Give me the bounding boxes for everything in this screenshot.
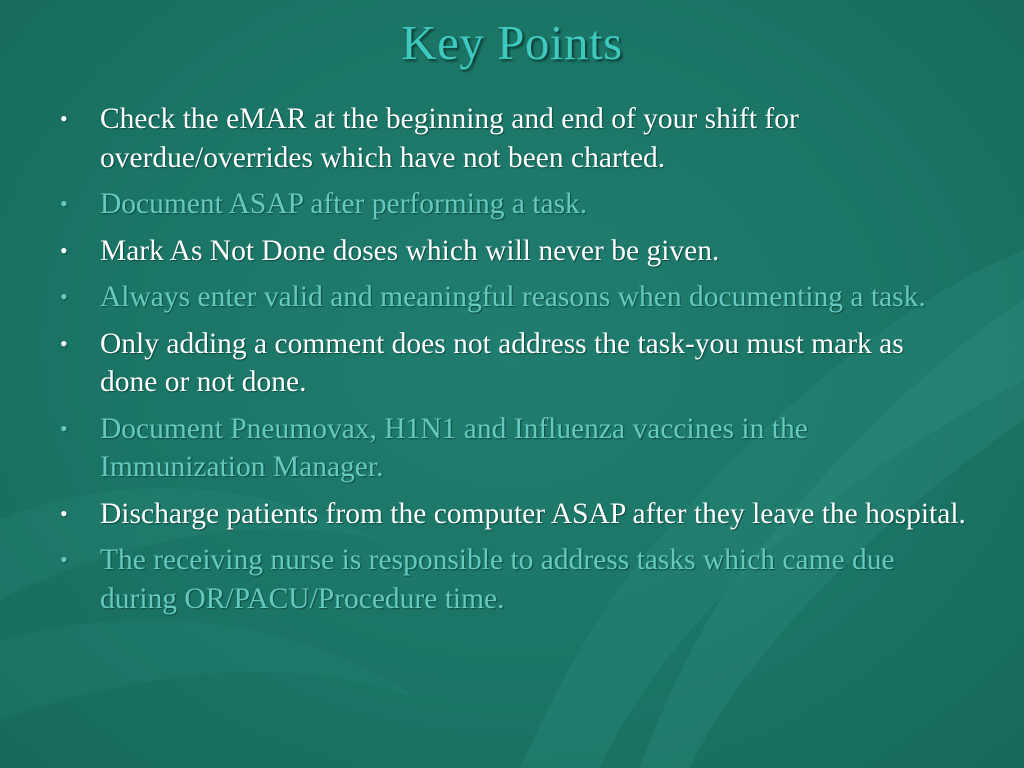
bullet-text: Check the eMAR at the beginning and end of your shift for overdue/overrides which have not been charted. (100, 103, 799, 174)
bullet-item (58, 100, 968, 177)
bullet-item (58, 495, 968, 534)
bullet-item (58, 541, 968, 618)
bullet-text: Document ASAP after performing a task. (100, 188, 588, 220)
bullet-text: Discharge patients from the computer ASAP after they leave the hospital. (100, 497, 966, 530)
bullet-dot-icon: • (60, 191, 68, 216)
bullet-item (58, 278, 968, 317)
bullet-text: Mark As Not Done doses which will never be given. (100, 234, 720, 267)
bullet-text: Always enter valid and meaningful reasons when documenting a task. (100, 281, 926, 313)
bullet-dot-icon: • (60, 106, 68, 131)
bullet-dot-icon: • (60, 415, 68, 441)
bullet-dot-icon: • (60, 500, 68, 526)
slide-title: Key Points (401, 15, 623, 70)
bullet-dot-icon: • (60, 547, 68, 572)
bullet-list (58, 100, 968, 626)
bullet-text: The receiving nurse is responsible to address tasks which came due during OR/PACU/Procedure time. (100, 544, 895, 615)
bullet-item (58, 185, 968, 224)
bullet-dot-icon: • (60, 284, 68, 309)
bullet-dot-icon: • (60, 330, 68, 356)
bullet-item (58, 232, 968, 271)
bullet-item (58, 410, 968, 487)
bullet-item (58, 325, 968, 402)
bullet-text: Document Pneumovax, H1N1 and Influenza vaccines in the Immunization Manager. (100, 412, 808, 483)
bullet-text: Only adding a comment does not address the task-you must mark as done or not done. (100, 327, 904, 398)
bullet-dot-icon: • (60, 237, 68, 263)
